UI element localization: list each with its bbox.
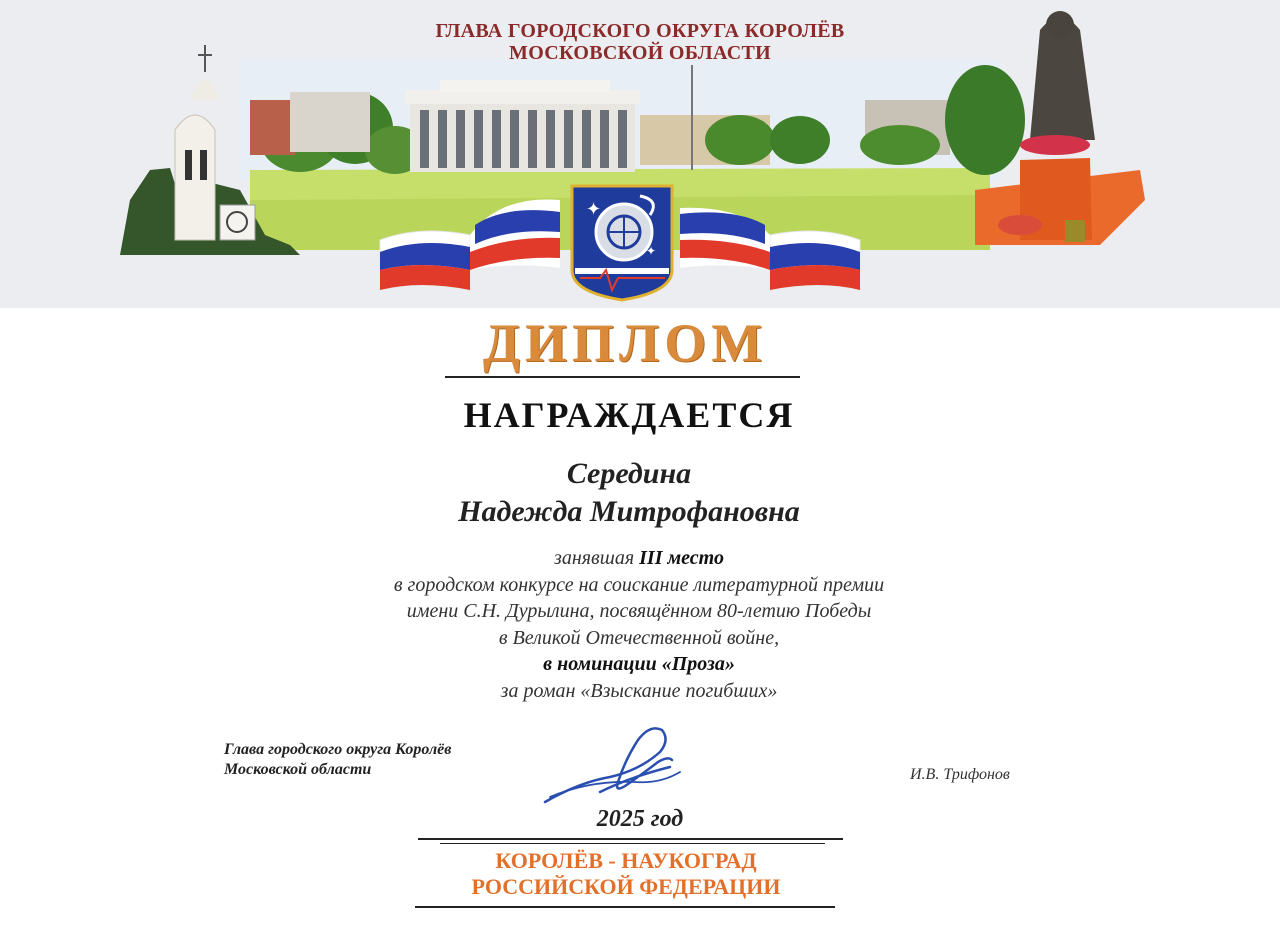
recipient-name [0,455,1258,531]
handwritten-signature [540,722,690,812]
signatory-role-line1: Глава городского округа Королёв [224,741,452,758]
award-description [0,545,1278,705]
place-line [0,545,1278,572]
year-divider-bottom [440,843,825,844]
footer-title-line1: КОРОЛЁВ - НАУКОГРАД [495,848,757,873]
diploma-title: ДИПЛОМ [482,313,768,373]
signatory-role [224,740,451,780]
header-title-line2: МОСКОВСКОЙ ОБЛАСТИ [509,42,771,64]
svg-text:✦: ✦ [586,199,602,220]
svg-text:✦: ✦ [646,244,657,258]
title-divider [445,376,800,378]
diploma-year: 2025 год [596,806,684,832]
recipient-given-names: Надежда Митрофановна [458,495,800,528]
city-coat-of-arms-icon [572,186,672,300]
recipient-surname: Середина [566,457,692,490]
footer-title [0,848,1252,900]
war-line: в Великой Отечественной войне, [498,626,780,649]
header-banner [0,0,1280,308]
prize-line: имени С.Н. Дурылина, посвящённом 80-летию Победы [406,600,872,623]
contest-line: в городском конкурсе на соискание литературной премии [393,573,885,596]
year-divider-top [418,838,843,840]
place-value: III место [639,547,724,569]
header-title [0,20,1280,64]
palace-of-culture-icon [405,80,640,172]
footer-title-line2: РОССИЙСКОЙ ФЕДЕРАЦИИ [471,874,781,899]
footer-divider [415,906,835,908]
awarded-heading: НАГРАЖДАЕТСЯ [463,395,795,435]
novel-line: за роман «Взыскание погибших» [500,679,778,702]
signatory-name: И.В. Трифонов [910,766,1010,783]
signatory-role-line2: Московской области [224,761,372,778]
header-title-line1: ГЛАВА ГОРОДСКОГО ОКРУГА КОРОЛЁВ [435,20,845,42]
nomination-line: в номинации «Проза» [543,653,735,676]
place-prefix: занявшая [554,547,635,569]
